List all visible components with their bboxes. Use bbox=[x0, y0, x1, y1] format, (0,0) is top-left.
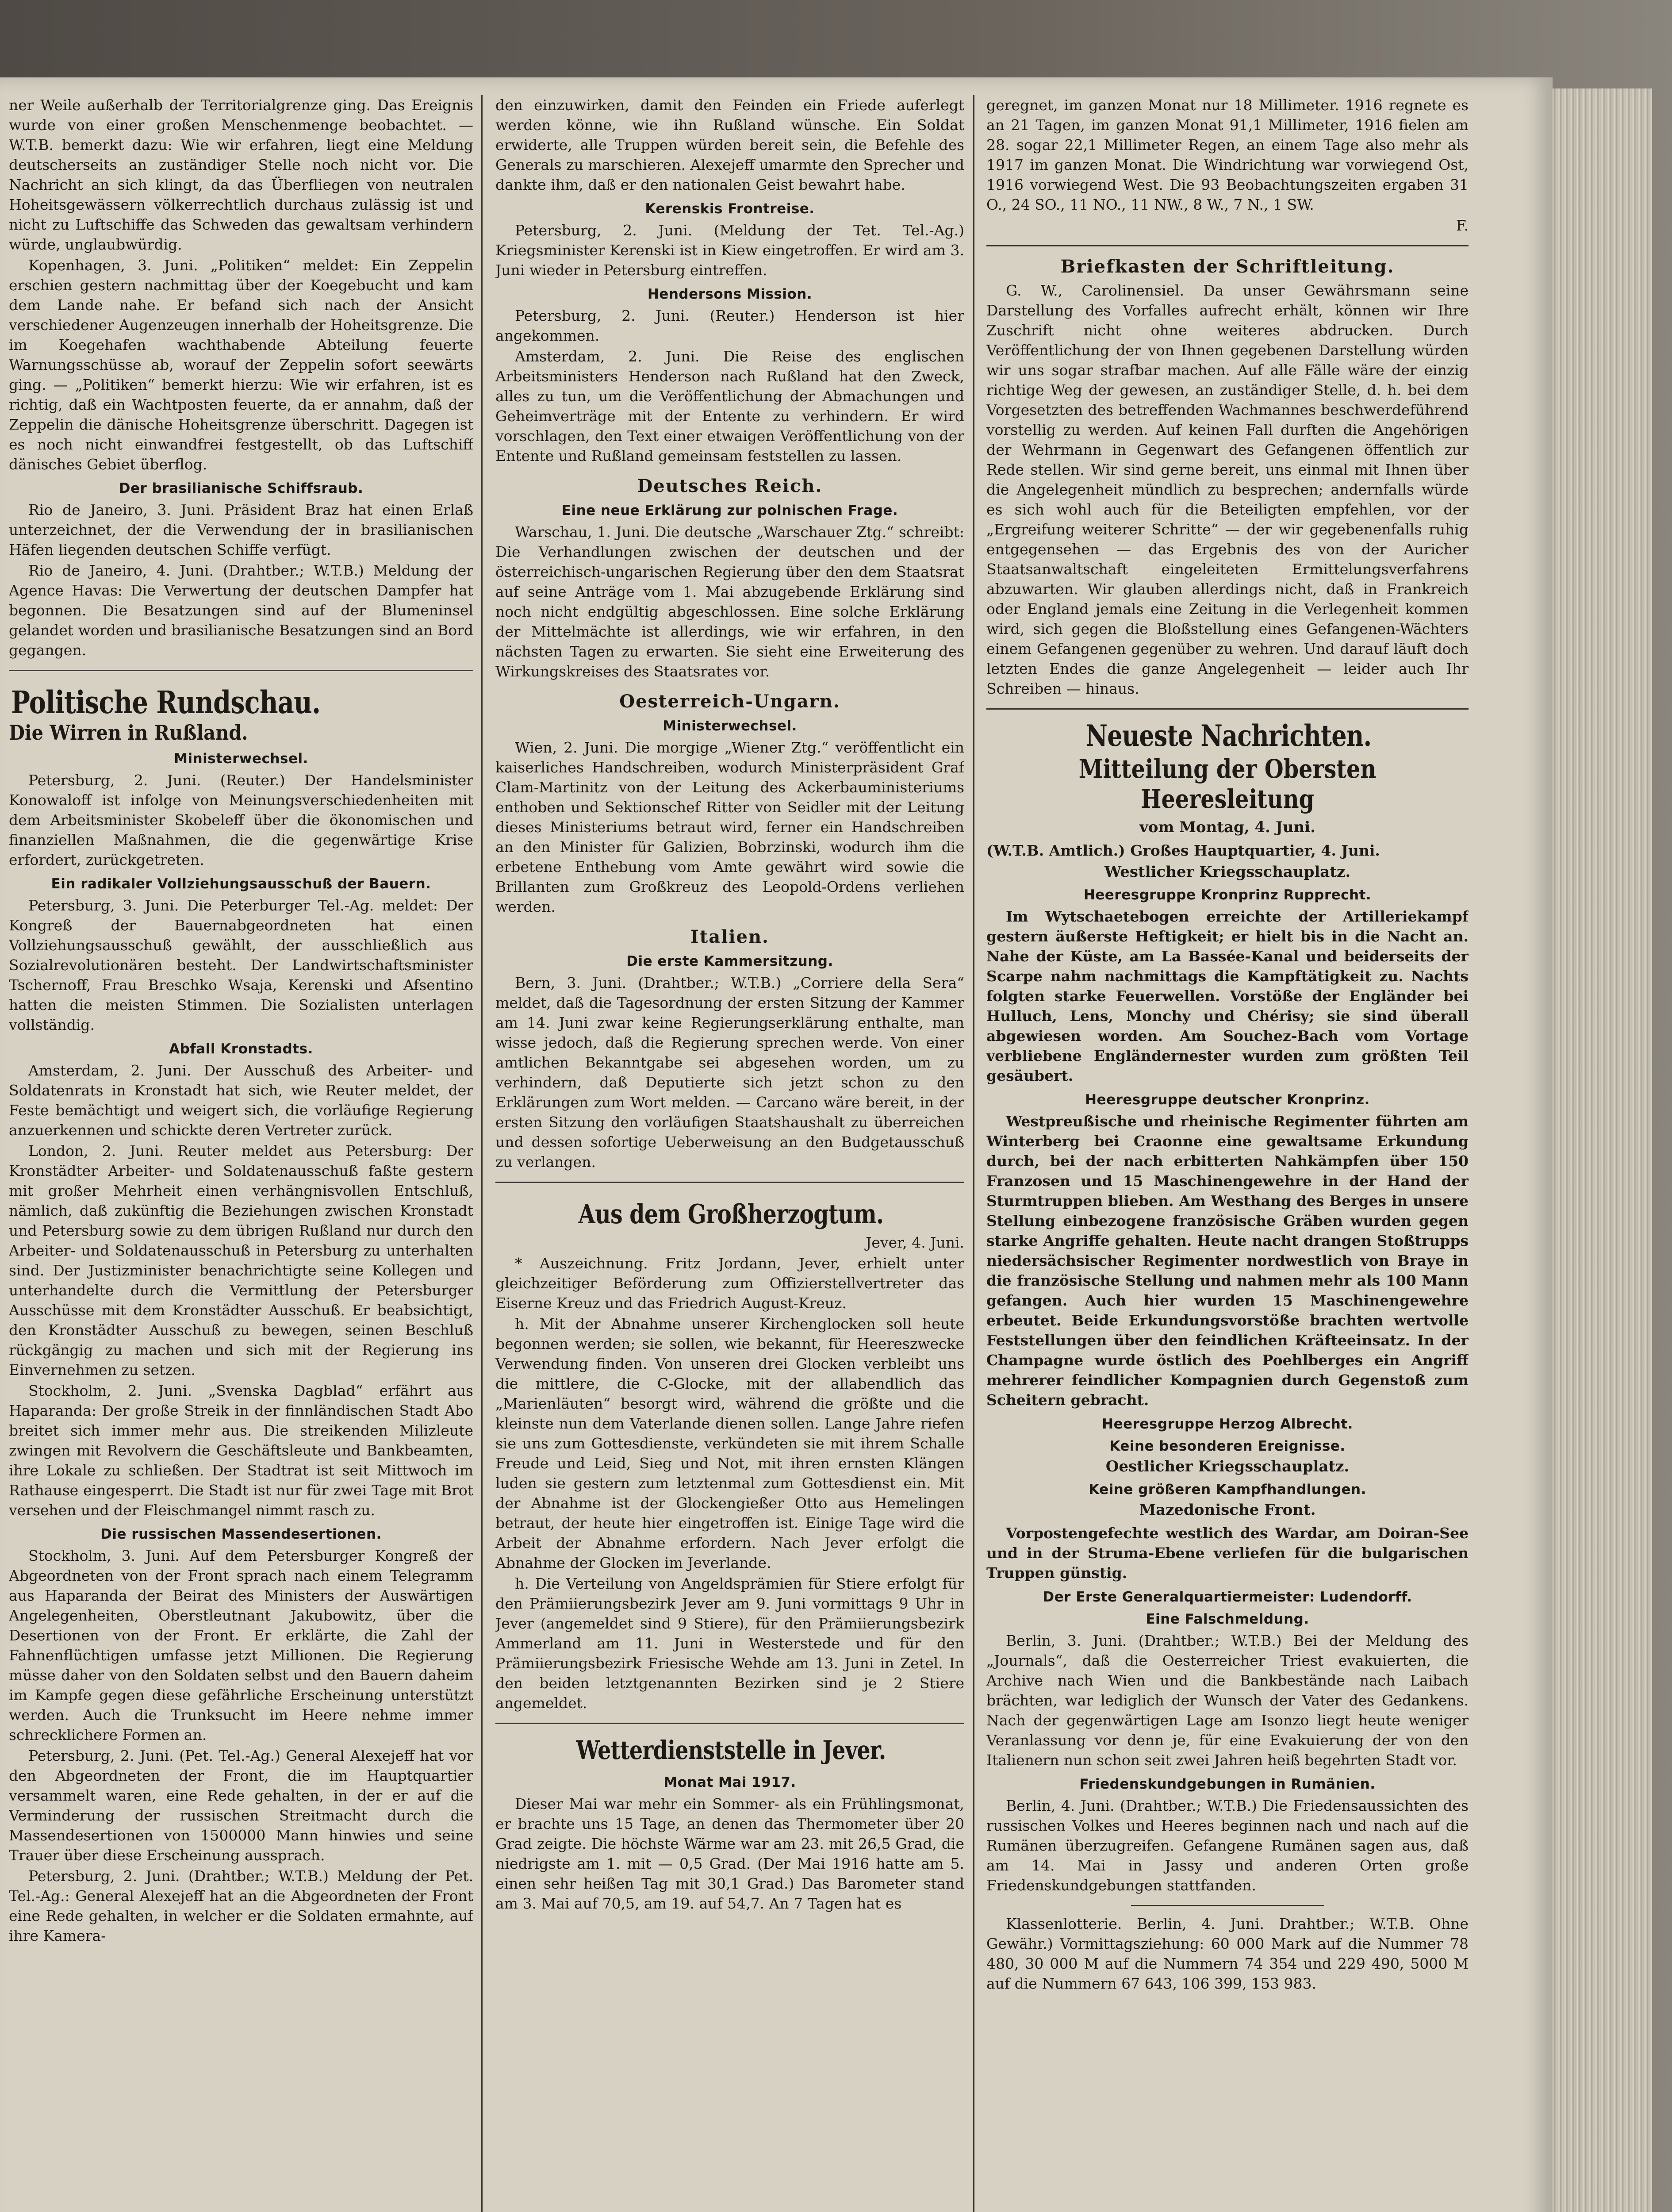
separator bbox=[9, 670, 473, 671]
paragraph: h. Mit der Abnahme unserer Kirchenglocken soll heute begonnen werden; sie sollen, wie bekannt, für Heereszwecke Verwendung finden. Von unseren drei Glocken verbleibt uns die mittlere, die C-Glocke, mit der allabendlich das „Marienläuten“ besorgt wird, während die größte und die kleinste nun dem Vaterlande dienen sollen. Lange Jahre riefen sie uns zum Gottesdienste, verkündeten sie mit ihrem Schalle Freude und Leid, Sieg und Not, mit ihren ernsten Klängen luden sie gestern zum letztenmal zum Gottesdienst ein. Mit der Abnahme ist der Glockengießer Otto aus Hemelingen betraut, der heute hier eingetroffen ist. Einige Tage wird die Arbeit der Abnahme erfordern. Nach Jever erfolgt die Abnahme der Glocken im Jeverlande. bbox=[495, 1315, 964, 1571]
paragraph: Rio de Janeiro, 4. Juni. (Drahtber.; W.T.B.) Meldung der Agence Havas: Die Verwertung der deutschen Dampfer hat begonnen. Die Besatzungen sind auf der Blumeninsel gelandet worden und brasilianische Besatzungen sind an Bord gegangen. bbox=[9, 562, 473, 659]
paragraph: h. Die Verteilung von Angeldsprämien für Stiere erfolgt für den Prämiierungsbezirk Jever am 9. Juni vormittags 9 Uhr in Jever (angemeldet sind 9 Stiere), für den Prämiierungsbezirk Ammerland am 11. Juni in Westerstede und für den Prämiierungsbezirk Friesische Wehde am 13. Juni in Zetel. In den beiden letztgenannten Bezirken sind je 2 Stiere angemeldet. bbox=[495, 1575, 964, 1712]
paragraph: Warschau, 1. Juni. Die deutsche „Warschauer Ztg.“ schreibt: Die Verhandlungen zwischen der deutschen und der österreichisch-ungarischen Regierung über den dem Staatsrat auf seine Anträge vom 1. Mai abzugebende Erklärung sind noch nicht endgültig abgeschlossen. Eine solche Erklärung der Mittelmächte ist allerdings, wie wir erfahren, in den nächsten Tagen zu erwarten. Sie sieht eine Erweiterung des Wirkungskreises des Staatsrates vor. bbox=[495, 523, 964, 680]
paragraph: geregnet, im ganzen Monat nur 18 Millimeter. 1916 regnete es an 21 Tagen, im ganzen Monat 91,1 Millimeter, 1916 fielen am 28. sogar 22,1 Millimeter Regen, an einem Tage also mehr als 1917 im ganzen Monat. Die Windrichtung war vorwiegend Ost, 1916 vorwiegend West. Die 93 Beobachtungszeiten ergaben 31 O., 24 SO., 11 NO., 11 NW., 8 W., 7 N., 1 SW. bbox=[986, 96, 1469, 213]
separator bbox=[1131, 1905, 1324, 1906]
paragraph: Berlin, 4. Juni. (Drahtber.; W.T.B.) Die Friedensaussichten des russischen Volkes und Heeres beginnen nach und nach auf die Rumänen überzugreifen. Gefangene Rumänen sagen aus, daß am 14. Mai in Jassy und anderen Orten große Friedenskundgebungen stattfanden. bbox=[986, 1797, 1469, 1894]
separator bbox=[495, 1182, 964, 1183]
subheading: Ein radikaler Vollziehungsausschuß der Bauern. bbox=[51, 876, 431, 892]
paragraph: Stockholm, 3. Juni. Auf dem Petersburger Kongreß der Abgeordneten von der Front sprach nach einem Telegramm aus Haparanda der Beirat des Ministers der Auswärtigen Angelegenheiten, Oberstleutnant Jakubowitz, über die Desertionen von der Front. Er erklärte, die Zahl der Fahnenflüchtigen umfasse jetzt Millionen. Die Regierung müsse daher von den Soldaten selbst und den Bauern daheim im Kampfe gegen diese gefährliche Erscheinung unterstützt werden. Auch die Trunksucht im Heere nehme immer schrecklichere Formen an. bbox=[9, 1547, 473, 1743]
paragraph: Klassenlotterie. Berlin, 4. Juni. Drahtber.; W.T.B. Ohne Gewähr.) Vormittagsziehung: 60 000 Mark auf die Nummer 78 480, 30 000 M auf die Nummern 74 354 und 229 490, 5000 M auf die Nummern 67 643, 106 399, 153 983. bbox=[986, 1915, 1469, 1992]
section-heading: Wetterdienststelle in Jever. bbox=[576, 1735, 886, 1765]
paragraph: Wien, 2. Juni. Die morgige „Wiener Ztg.“ veröffentlicht ein kaiserliches Handschreiben, wodurch Ministerpräsident Graf Clam-Martinitz von der Leitung des Ackerbauministeriums enthoben und Sektionschef Ritter von Seidler mit der Leitung dieses Ministeriums betraut wird, ferner ein Handschreiben an den Minister für Galizien, Bobrzinski, wodurch ihm die erbetene Enthebung vom Amte gewährt wird sowie die Brillanten zum Großkreuz des Leopold-Ordens verliehen werden. bbox=[495, 739, 964, 915]
subheading: Der brasilianische Schiffsraub. bbox=[119, 480, 364, 496]
paragraph: Amsterdam, 2. Juni. Der Ausschuß des Arbeiter- und Soldatenrats in Kronstadt hat sich, wie Reuter meldet, der Feste bemächtigt und weigert sich, die vorläufige Regierung anzuerkennen und schickte deren Vertreter zurück. bbox=[9, 1062, 473, 1139]
paragraph: den einzuwirken, damit den Feinden ein Friede auferlegt werden könne, wie ihn Rußland wünsche. Ein Soldat erwiderte, alle Truppen würden bereit sein, die Befehle des Generals zu marschieren. Alexejeff umarmte den Sprecher und dankte ihm, daß er den nationalen Geist bewahrt habe. bbox=[495, 96, 964, 193]
subheading: Abfall Kronstadts. bbox=[169, 1041, 313, 1057]
paragraph: London, 2. Juni. Reuter meldet aus Petersburg: Der Kronstädter Arbeiter- und Soldatenausschuß faßte gestern mit großer Mehrheit einen verhängnisvollen Entschluß, nämlich, daß zukünftig die Beziehungen zwischen Kronstadt und Petersburg sowie zu dem übrigen Rußland nur durch den Arbeiter- und Soldatenausschuß in Petersburg zu unterhalten sind. Der Justizminister benachrichtigte seine Kollegen und unterhandelte durch die Vermittlung der Petersburger Ausschüsse mit dem Kronstädter Ausschuß. Er beabsichtigt, den Kronstädter Ausschuß zu bewegen, seinen Beschluß rückgängig zu machen und sich mit der Regierung ins Einvernehmen zu setzen. bbox=[9, 1142, 473, 1379]
subheading: Die erste Kammersitzung. bbox=[626, 953, 833, 969]
separator bbox=[986, 245, 1469, 246]
paragraph: Petersburg, 2. Juni. (Pet. Tel.-Ag.) General Alexejeff hat vor den Abgeordneten der Front, die im Hauptquartier versammelt waren, eine Rede gehalten, in der er auf die Verminderung der russischen Streitmacht durch die Massendesertionen von 1500000 Mann hinwies und seine Trauer über diese Erscheinung aussprach. bbox=[9, 1747, 473, 1864]
subheading: Heeresgruppe Herzog Albrecht. bbox=[1102, 1416, 1353, 1432]
column-rule bbox=[481, 95, 483, 2212]
subheading: Kerenskis Frontreise. bbox=[645, 201, 815, 217]
section-heading: Aus dem Großherzogtum. bbox=[578, 1199, 884, 1230]
dateline: Jever, 4. Juni. bbox=[866, 1234, 964, 1251]
paragraph: Petersburg, 2. Juni. (Reuter.) Der Handelsminister Konowaloff ist infolge von Meinungsverschiedenheiten mit dem Arbeitsminister Skobeleff über die ökonomischen und finanziellen Maßnahmen, die die gegenwärtige Krise erfordert, zurückgetreten. bbox=[9, 772, 473, 868]
subheading: Mazedonische Front. bbox=[1139, 1501, 1316, 1519]
subheading: Heeresgruppe deutscher Kronprinz. bbox=[1085, 1092, 1370, 1108]
paragraph: Petersburg, 2. Juni. (Reuter.) Henderson ist hier angekommen. bbox=[495, 307, 964, 344]
column-middle bbox=[495, 95, 964, 2212]
column-rule bbox=[973, 95, 974, 2212]
subheading: Oestlicher Kriegsschauplatz. bbox=[1105, 1458, 1350, 1475]
section-heading: Oesterreich-Ungarn. bbox=[619, 691, 840, 712]
section-heading: Italien. bbox=[690, 926, 769, 947]
separator bbox=[986, 708, 1469, 710]
paragraph: Im Wytschaetebogen erreichte der Artilleriekampf gestern äußerste Heftigkeit; er hielt bis in die Nacht an. Nahe der Küste, am La Bassée-Kanal und beiderseits der Scarpe nahm nachmittags die Kampftätigkeit zu. Nachts folgten starke Feuerwellen. Vorstöße der Engländer bei Hulluch, Lens, Monchy und Chérisy; sie sind überall abgewiesen worden. Am Souchez-Bach vom Vortage verbliebene Engländernester wurden zum größten Teil gesäubert. bbox=[986, 908, 1469, 1084]
subheading: Westlicher Kriegsschauplatz. bbox=[1104, 863, 1351, 881]
paragraph: Stockholm, 2. Juni. „Svenska Dagblad“ erfährt aus Haparanda: Der große Streik in der finnländischen Stadt Abo breitet sich immer mehr aus. Die streikenden Milizleute zwingen mit Revolvern die Geschäftsleute und Bankbeamten, ihre Lokale zu schließen. Der Stadtrat ist seit Mittwoch im Rathause eingesperrt. Die Stadt ist nur für zwei Tage mit Brot versehen und der Fleischmangel nimmt rasch zu. bbox=[9, 1382, 473, 1519]
subheading: Heeresgruppe Kronprinz Rupprecht. bbox=[1083, 887, 1372, 903]
subheading: Ministerwechsel. bbox=[663, 718, 797, 734]
subheading: Ministerwechsel. bbox=[174, 751, 308, 767]
section-heading: Neueste Nachrichten. bbox=[1085, 718, 1372, 753]
paragraph: Rio de Janeiro, 3. Juni. Präsident Braz hat einen Erlaß unterzeichnet, der die Verwendung der in brasilianischen Häfen liegenden deutschen Schiffe verfügt. bbox=[9, 501, 473, 558]
subheading: Monat Mai 1917. bbox=[663, 1774, 796, 1790]
subheading: Eine Falschmeldung. bbox=[1146, 1611, 1309, 1627]
book-page-edges bbox=[1550, 88, 1652, 2212]
paragraph: G. W., Carolinensiel. Da unser Gewährsmann seine Darstellung des Vorfalles aufrecht erhält, können wir Ihre Zuschrift nicht ohne weiteres abdrucken. Durch Veröffentlichung der von Ihnen gegebenen Darstellung würden wir uns sogar strafbar machen. Auf alle Fälle wäre der einzig richtige Weg der gewesen, an zuständiger Stelle, d. h. bei dem Vorgesetzten des betreffenden Wachmannes beschwerdeführend vorstellig zu werden. Auf keinen Fall durften die Angehörigen der Wehrmann in Gegenwart des Gefangenen öffentlich zur Rede stellen. Wir sind gerne bereit, uns einmal mit Ihnen über die Angelegenheit mündlich zu besprechen; andernfalls würde es sich wohl auch für die Beteiligten empfehlen, vor der „Ergreifung weiterer Schritte“ — der wir gegebenenfalls ruhig entgegensehen — das Ergebnis des von der Auricher Staatsanwaltschaft eingeleiteten Ermittelungsverfahrens abzuwarten. Wir glauben allerdings nicht, daß in Frankreich oder England jemals eine Zeitung in die Verlegenheit kommen wird, sich gegen die Bloßstellung eines Gefangenen-Wächters einem Gefangenen gegenüber zu wehren. Und darauf läuft doch letzten Endes die ganze Angelegenheit — leider auch Ihr Schreiben — hinaus. bbox=[986, 282, 1469, 697]
subheading: Der Erste Generalquartiermeister: Ludendorff. bbox=[1043, 1589, 1412, 1605]
newspaper-page bbox=[0, 77, 1553, 2212]
subheading: Eine neue Erklärung zur polnischen Frage. bbox=[561, 503, 898, 518]
paragraph: Petersburg, 3. Juni. Die Peterburger Tel.-Ag. meldet: Der Kongreß der Bauernabgeordneten hat einen Vollziehungsausschuß gewählt, der ausschließlich aus Sozialrevolutionären besteht. Der Landwirtschaftsminister Tschernoff, Frau Breschko Wsaja, Kerenski und Afsentino hatten die meisten Stimmen. Die Sozialisten unterlagen vollständig. bbox=[9, 897, 473, 1033]
column-right bbox=[986, 95, 1469, 2212]
subheading: Hendersons Mission. bbox=[647, 286, 813, 302]
subheading: Friedenskundgebungen in Rumänien. bbox=[1079, 1776, 1376, 1792]
paragraph: * Auszeichnung. Fritz Jordann, Jever, erhielt unter gleichzeitiger Beförderung zum Offizierstellvertreter das Eiserne Kreuz und das Friedrich August-Kreuz. bbox=[495, 1255, 964, 1312]
paragraph: Vorpostengefechte westlich des Wardar, am Doiran-See und in der Struma-Ebene verliefen für die bulgarischen Truppen günstig. bbox=[986, 1525, 1469, 1582]
subheading: Die russischen Massendesertionen. bbox=[100, 1526, 382, 1542]
paragraph: Kopenhagen, 3. Juni. „Politiken“ meldet: Ein Zeppelin erschien gestern nachmittag über der Koegebucht und kam dem Lande nahe. Er befand sich nach der Ansicht verschiedener Augenzeugen innerhalb der Hoheitsgrenze. Die im Koegehafen wachthabende Abteilung feuerte Warnungsschüsse ab, worauf der Zeppelin sofort seewärts ging. — „Politiken“ bemerkt hierzu: Wie wir erfahren, ist es richtig, daß ein Wachtposten feuerte, da er annahm, daß der Zeppelin die dänische Hoheitsgrenze überschritt. Dagegen ist es noch nicht einwandfrei festgestellt, ob das Luftschiff dänisches Gebiet überflog. bbox=[9, 257, 473, 473]
section-heading: Deutsches Reich. bbox=[637, 476, 823, 496]
paragraph: (W.T.B. Amtlich.) Großes Hauptquartier, 4. Juni. bbox=[986, 842, 1380, 859]
separator bbox=[495, 1723, 964, 1724]
subheading: Keine besonderen Ereignisse. bbox=[1109, 1438, 1346, 1454]
subheading: Keine größeren Kampfhandlungen. bbox=[1089, 1482, 1366, 1498]
paragraph: Dieser Mai war mehr ein Sommer- als ein Frühlingsmonat, er brachte uns 15 Tage, an denen das Thermometer über 20 Grad zeigte. Die höchste Wärme war am 23. mit 26,5 Grad, die niedrigste am 1. mit — 0,5 Grad. (Der Mai 1916 hatte am 5. einen sehr heißen Tag mit 30,1 Grad.) Das Barometer stand am 3. Mai auf 70,5, am 19. auf 54,7. An 7 Tagen hat es bbox=[495, 1795, 964, 1912]
paragraph: Berlin, 3. Juni. (Drahtber.; W.T.B.) Bei der Meldung des „Journals“, daß die Oesterreicher Triest evakuierten, die Archive nach Wien und die Bankbestände nach Laibach brächten, war lediglich der Wunsch der Vater des Gedankens. Nach der gegenwärtigen Lage am Isonzo liegt heute weniger Veranlassung vor denn je, für eine Evakuierung der von den Italienern nun schon seit zwei Jahren heiß begehrten Stadt vor. bbox=[986, 1632, 1469, 1769]
paragraph: ner Weile außerhalb der Territorialgrenze ging. Das Ereignis wurde von einer großen Menschenmenge beobachtet. — W.T.B. bemerkt dazu: Wie wir erfahren, liegt eine Meldung deutscherseits an zuständiger Stelle noch nicht vor. Die Nachricht an sich klingt, da das Überfliegen von neutralen Hoheitsgewässern völkerrechtlich durchaus zulässig ist und nicht zu Luftschiffe das Schweden das gewaltsam verhindern würde, unglaubwürdig. bbox=[9, 96, 473, 253]
section-heading: Briefkasten der Schriftleitung. bbox=[1060, 256, 1395, 277]
subheading: vom Montag, 4. Juni. bbox=[1139, 818, 1316, 836]
paragraph: Bern, 3. Juni. (Drahtber.; W.T.B.) „Corriere della Sera“ meldet, daß die Tagesordnung der ersten Sitzung der Kammer am 14. Juni zwar keine Regierungserklärung enthalte, man wisse jedoch, daß die Regierung sprechen werde. Von einer amtlichen Bekanntgabe sei abgesehen worden, um zu verhindern, daß Deputierte sich jetzt schon zu den Erklärungen zum Wort melden. — Carcano wäre bereit, in der ersten Sitzung den vorläufigen Staatshaushalt zu überreichen und dessen sofortige Ueberweisung an den Budgetausschuß zu verlangen. bbox=[495, 974, 964, 1171]
section-subheading: Mitteilung der Obersten Heeresleitung bbox=[1078, 754, 1377, 814]
signature-initial: F. bbox=[1456, 217, 1469, 234]
section-heading: Politische Rundschau. bbox=[11, 684, 321, 721]
column-left bbox=[9, 95, 473, 2212]
paragraph: Petersburg, 2. Juni. (Drahtber.; W.T.B.) Meldung der Pet. Tel.-Ag.: General Alexejeff hat an die Abgeordneten der Front eine Rede gehalten, in welcher er die Soldaten ermahnte, auf ihre Kamera- bbox=[9, 1867, 473, 1944]
paragraph: Westpreußische und rheinische Regimenter führten am Winterberg bei Craonne eine gewaltsame Erkundung durch, bei der nach erbitterten Nahkämpfen über 150 Franzosen und 15 Maschinengewehre in der Hand der Sturmtruppen blieben. Am Westhang des Berges in unsere Stellung einbezogene französische Gräben wurden gegen starke Angriffe gehalten. Heute nacht drangen Stoßtrupps niedersächsischer Regimenter nordwestlich von Braye in die französische Stellung und nahmen mehr als 100 Mann gefangen. Auch hier wurden 15 Maschinengewehre erbeutet. Beide Erkundungsvorstöße brachten wertvolle Feststellungen über den feindlichen Kräfteeinsatz. In der Champagne wurde östlich des Poehlberges ein Angriff mehrerer feindlicher Kompagnien durch Gegenstoß zum Scheitern gebracht. bbox=[986, 1113, 1469, 1409]
paragraph: Petersburg, 2. Juni. (Meldung der Tet. Tel.-Ag.) Kriegsminister Kerenski ist in Kiew eingetroffen. Er wird am 3. Juni wieder in Petersburg eintreffen. bbox=[495, 222, 964, 279]
section-subheading: Die Wirren in Rußland. bbox=[9, 721, 248, 745]
paragraph: Amsterdam, 2. Juni. Die Reise des englischen Arbeitsministers Henderson nach Rußland hat den Zweck, alles zu tun, um die Veröffentlichung der Abmachungen und Geheimverträge mit der Entente zu verhindern. Er wird vorschlagen, den Text einer etwaigen Veröffentlichung von der Entente und Rußland gemeinsam feststellen zu lassen. bbox=[495, 348, 964, 465]
